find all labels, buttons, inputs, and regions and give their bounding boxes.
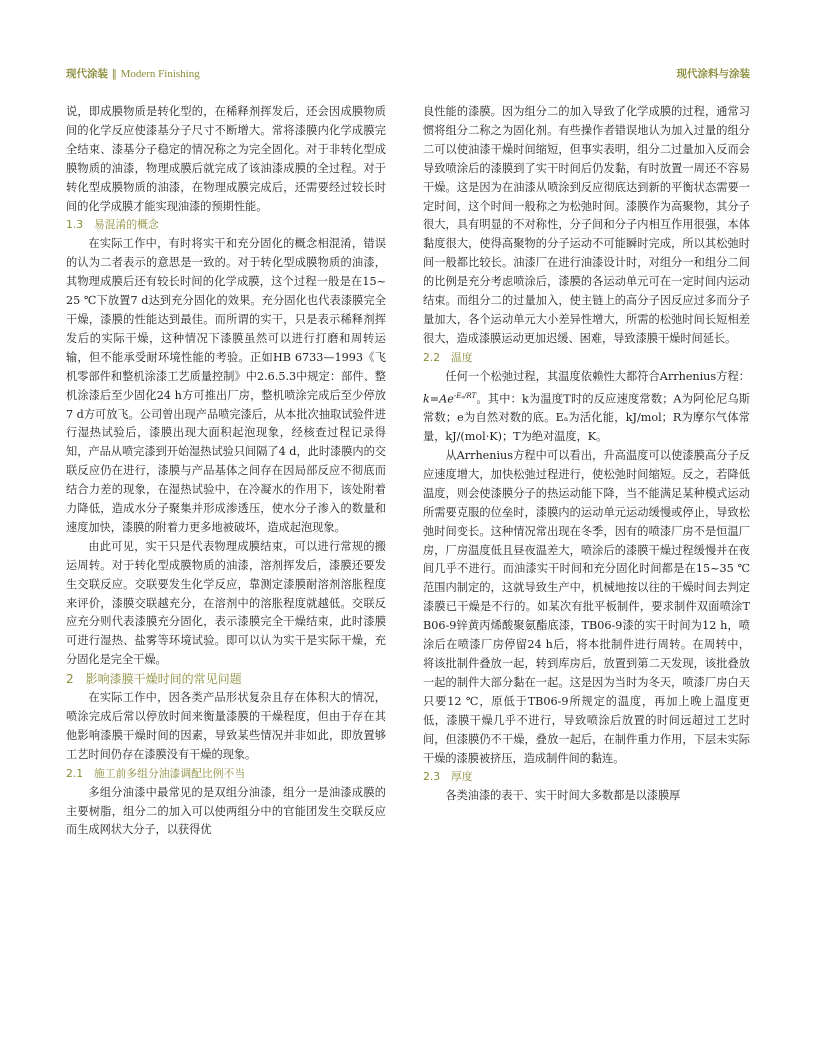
left-paragraph-3: 由此可见，实干只是代表物理成膜结束，可以进行常规的搬运周转。对于转化型成膜物质的油漆，溶剂挥发后，漆膜还要发生交联反应。交联要发生化学反应，靠测定漆膜耐溶剂溶胀程度来评价，漆膜交联越充分，在溶剂中的溶胀程度就越低。交联反应充分则代表漆膜充分固化，表示漆膜完全干燥结束，此时漆膜可进行湿热、盐雾等环境试验。即可以认为实干是实际干燥，充分固化是完全干燥。 — [66, 539, 386, 667]
left-paragraph-4: 在实际工作中，因各类产品形状复杂且存在体积大的情况，喷涂完成后常以停放时间来衡量漆膜的干燥程度，但由于存在其他影响漆膜干燥时间的因素，导致某些情况并非如此，即放置够工艺时间仍存在漆膜没有干燥的现象。 — [66, 691, 386, 761]
heading-1-3: 1.3 易混淆的概念 — [66, 218, 159, 232]
left-paragraph-5: 多组分油漆中最常见的是双组分油漆，组分一是油漆成膜的主要树脂，组分二的加入可以使两组分中的官能团发生交联反应而生成网状大分子，以获得优 — [66, 785, 386, 837]
section-title: 现代涂料与涂装 — [676, 68, 750, 80]
right-paragraph-4: 各类油漆的表干、实干时间大多数都是以漆膜厚 — [445, 789, 681, 803]
right-paragraph-1: 良性能的漆膜。因为组分二的加入导致了化学成膜的过程，通常习惯将组分二称之为固化剂。有些操作者错误地认为加入过量的组分二可以使油漆干燥时间缩短，但事实表明，组分二过量加入反而会导致喷涂后的漆膜到了实干时间后仍发黏，有时放置一周还不容易干燥。这是因为在油漆从喷涂到反应彻底达到新的平衡状态需要一定时间，这个时间一般称之为松弛时间。漆膜作为高聚物，其分子很大，具有明显的不对称性，分子间和分子内相互作用很强，本体黏度很大，使得高聚物的分子运动不可能瞬时完成，所以其松弛时间一般都比较长。油漆厂在进行油漆设计时，对组分一和组分二间的比例是充分考虑喷涂后，漆膜的各运动单元可在一定时间内运动结束。而组分二的过量加入，使主链上的高分子因反应过多而分子量加大，各个运动单元大小差异性增大，所需的松弛时间长短相差很大，造成漆膜运动更加迟缓、困难，导致漆膜干燥时间延长。 — [423, 105, 750, 345]
heading-2: 2 影响漆膜干燥时间的常见问题 — [66, 672, 242, 687]
left-paragraph-1: 说，即成膜物质是转化型的，在稀释剂挥发后，还会因成膜物质间的化学反应使漆基分子尺寸不断增大。常将漆膜内化学成膜完全结束、漆基分子稳定的情况称之为完全固化。对于非转化型成膜物质的油漆，物理成膜后就完成了该油漆成膜的全过程。对于转化型成膜物质的油漆，在物理成膜完成后，还需要经过较长时间的化学成膜才能实现油漆的预期性能。 — [66, 105, 386, 213]
arrhenius-formula: k=Ae — [423, 392, 454, 406]
left-column — [66, 103, 386, 840]
right-paragraph-3: 从Arrhenius方程中可以看出，升高温度可以使漆膜高分子反应速度增大，加快松弛过程进行，使松弛时间缩短。反之，若降低温度，则会使漆膜分子的热运动能下降，当不能满足某种模式运动所需要克服的位垒时，漆膜内的运动单元运动缓慢或停止，导致松弛时间变长。这种情况常出现在冬季，因有的喷漆厂房不是恒温厂房，厂房温度低且昼夜温差大，喷涂后的漆膜干燥过程缓慢并在夜间几乎不进行。而油漆实干时间和充分固化时间都是在15~35 ℃范围内制定的，这就导致生产中，机械地按以往的干燥时间去判定漆膜已干燥是不行的。如某次有批平板制件，要求制件双面喷涂TB06-9锌黄丙烯酸聚氨酯底漆，TB06-9漆的实干时间为12 h，喷涂后在喷漆厂房停留24 h后，将本批制件进行周转。在周转中，将该批制件叠放一起，转到库房后，放置到第二天发现，该批叠放一起的制件大部分黏在一起。这是因为当时为冬天，喷漆厂房白天只要12 ℃，原低于TB06-9所规定的温度，再加上晚上温度更低，漆膜干燥几乎不进行，导致喷涂后放置的时间远超过工艺时间，但漆膜仍不干燥，叠放一起后，在制件重力作用，下层未实际干燥的漆膜被挤压，造成制件间的黏连。 — [423, 449, 750, 765]
right-paragraph-2 — [423, 368, 750, 447]
arrhenius-exponent: -Eₐ/RT — [453, 391, 477, 400]
journal-title-en: Modern Finishing — [120, 68, 200, 80]
journal-title — [66, 66, 200, 81]
right-column — [423, 103, 750, 806]
journal-title-cn: 现代涂装 — [66, 68, 108, 80]
arrhenius-intro: 任何一个松弛过程，其温度依赖性大都符合Arrhenius方程： — [445, 369, 750, 383]
heading-2-3: 2.3 厚度 — [423, 770, 473, 784]
heading-2-1: 2.1 施工前多组分油漆调配比例不当 — [66, 766, 246, 780]
left-paragraph-2: 在实际工作中，有时将实干和充分固化的概念相混淆，错误的认为二者表示的意思是一致的。对于转化型成膜物质的油漆，其物理成膜后还有较长时间的化学成膜，这个过程一般是在15~25 ℃下放置7 d达到充分固化的效果。充分固化也代表漆膜完全干燥，漆膜的性能达到最佳。而所谓的实干，只是表示稀释剂挥发后的实际干燥，这种情况下漆膜虽然可以进行打磨和周转运输，但不能承受耐环境性能的考验。正如HB 6733—1993《飞机零部件和整机涂漆工艺质量控制》中2.6.5.3中规定：部件、整机涂漆后至少固化24 h方可推出厂房，整机喷涂完成后至少停放7 d方可放飞。公司曾出现产品喷完漆后，从本批次抽取试验件进行湿热试验后，漆膜出现大面积起泡现象，经核查过程记录得知，产品从喷完漆到开始湿热试验只间隔了4 d，此时漆膜内的交联反应仍在进行，漆膜与产品基体之间存在因局部反应不彻底而结合力差的现象，在湿热试验中，在冷凝水的作用下，该处附着力降低，造成水分子聚集并形成渗透压，使水分子渗入的数量和速度加快，漆膜的附着力更多地被破坏，造成起泡现象。 — [66, 237, 386, 534]
header-separator: ‖ — [111, 68, 117, 80]
heading-2-2: 2.2 温度 — [423, 350, 473, 364]
running-header — [66, 66, 750, 84]
arrhenius-explanation: 。其中：k为温度T时的反应速度常数；A为阿伦尼乌斯常数；e为自然对数的底。Eₐ为活化能，kJ/mol；R为摩尔气体常量，kJ/(mol·K)；T为绝对温度，K。 — [423, 392, 750, 444]
